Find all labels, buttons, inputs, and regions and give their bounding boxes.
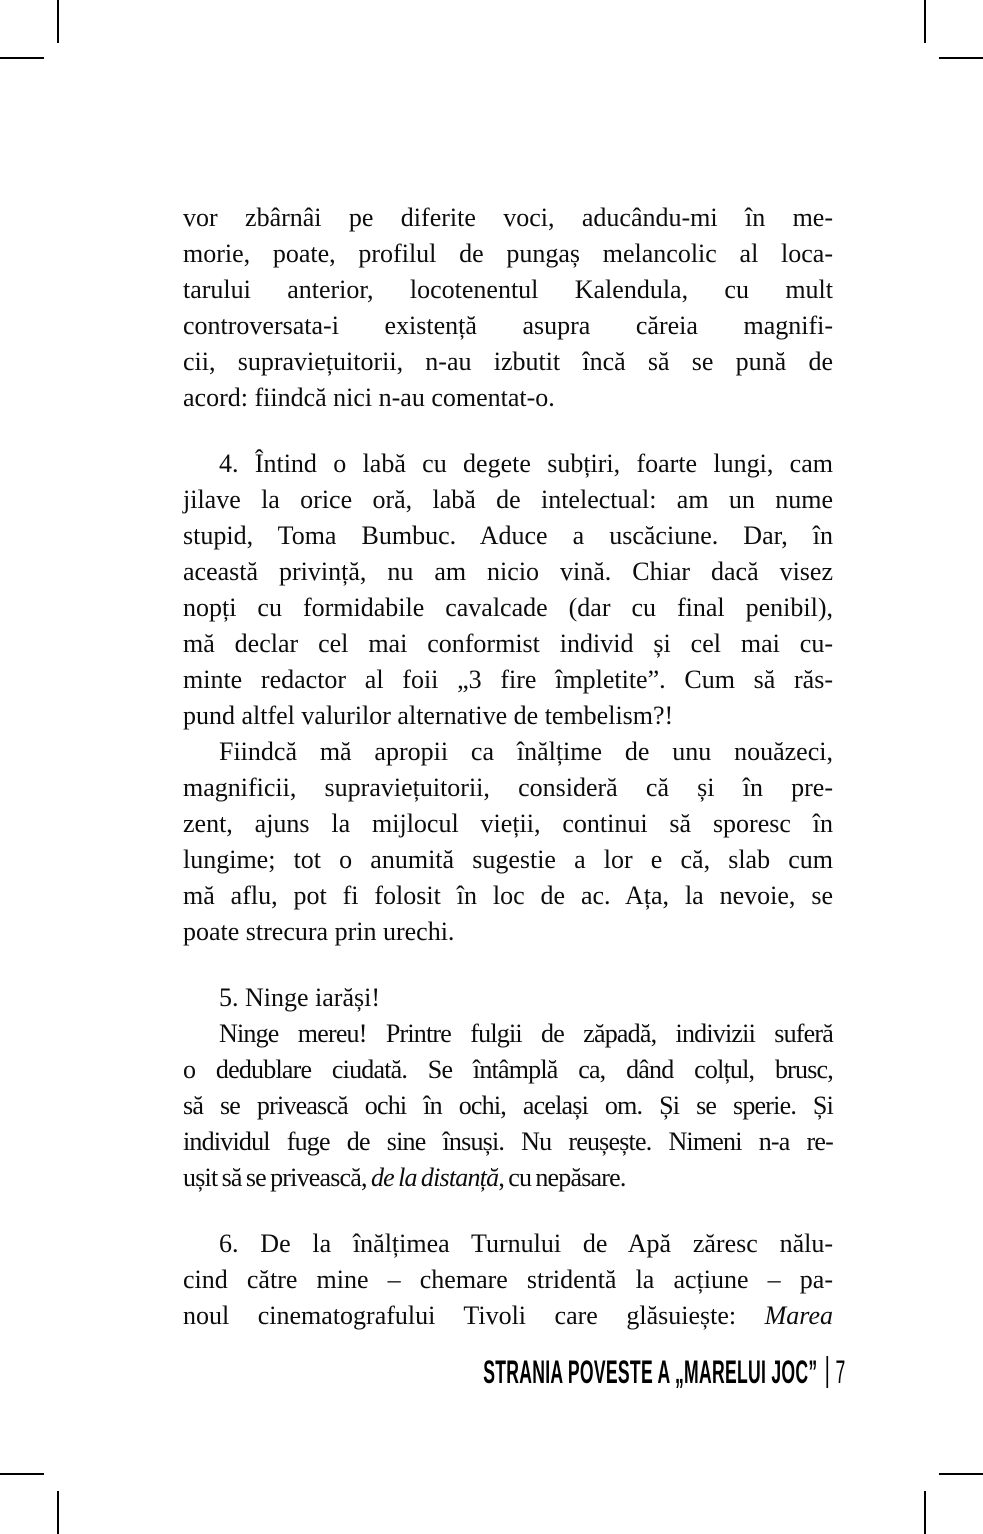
text-segment: minte redactor al foii „3 fire împletite”. Cum să răs- <box>183 665 833 694</box>
text-segment: această privință, nu am nicio vină. Chiar dacă visez <box>183 557 833 586</box>
page-number: 7 <box>835 1354 845 1390</box>
text-line <box>183 842 833 878</box>
text-line <box>183 1160 833 1196</box>
text-segment: , cu nepăsare. <box>498 1163 626 1192</box>
crop-mark-bottom-right-horizontal <box>939 1473 983 1475</box>
text-line <box>183 590 833 626</box>
text-line <box>183 344 833 380</box>
crop-mark-bottom-left-vertical <box>57 1491 59 1534</box>
paragraph <box>183 980 833 1016</box>
running-footer <box>483 1356 845 1388</box>
text-segment: lungime; tot o anumită sugestie a lor e că, slab cum <box>183 845 833 874</box>
crop-mark-top-left-horizontal <box>0 57 44 59</box>
italic-text-segment: de la distanță <box>370 1163 499 1192</box>
text-line <box>183 380 833 416</box>
text-segment: nopți cu formidabile cavalcade (dar cu final penibil), <box>183 593 833 622</box>
text-line <box>183 554 833 590</box>
text-line <box>183 626 833 662</box>
text-segment: zent, ajuns la mijlocul vieții, continui să sporesc în <box>183 809 833 838</box>
paragraph <box>183 1226 833 1334</box>
text-segment: 4. Întind o labă cu degete subțiri, foarte lungi, cam <box>219 449 833 478</box>
text-line <box>183 770 833 806</box>
italic-text-segment: Marea <box>764 1301 833 1330</box>
text-segment: mă aflu, pot fi folosit în loc de ac. Ața, la nevoie, se <box>183 881 833 910</box>
text-segment: magnificii, supraviețuitorii, consideră că și în pre- <box>183 773 833 802</box>
text-line <box>183 878 833 914</box>
text-segment: Fiindcă mă apropii ca înălțime de unu nouăzeci, <box>219 737 833 766</box>
paragraph <box>183 446 833 734</box>
text-segment: cind către mine – chemare stridentă la acțiune – pa- <box>183 1265 833 1294</box>
text-segment: individul fuge de sine însuși. Nu reușește. Nimeni n-a re- <box>183 1127 833 1156</box>
text-segment: controversata-i existență asupra căreia magnifi- <box>183 311 833 340</box>
text-segment: poate strecura prin urechi. <box>183 917 455 946</box>
text-line <box>183 482 833 518</box>
text-segment: acord: fiindcă nici n-au comentat-o. <box>183 383 555 412</box>
text-line <box>183 980 833 1016</box>
text-segment: pund altfel valurilor alternative de tembelism?! <box>183 701 674 730</box>
crop-mark-top-right-horizontal <box>939 57 983 59</box>
text-segment: jilave la orice oră, labă de intelectual: am un nume <box>183 485 833 514</box>
text-segment: cii, supraviețuitorii, n-au izbutit încă să se pună de <box>183 347 833 376</box>
crop-mark-bottom-right-vertical <box>924 1491 926 1534</box>
text-line <box>183 200 833 236</box>
text-segment: tarului anterior, locotenentul Kalendula, cu mult <box>183 275 833 304</box>
crop-mark-top-left-vertical <box>57 0 59 43</box>
paragraph <box>183 200 833 416</box>
paragraph <box>183 734 833 950</box>
text-line <box>183 1052 833 1088</box>
text-segment: o dedublare ciudată. Se întâmplă ca, dând colțul, brusc, <box>183 1055 833 1084</box>
text-line <box>183 1226 833 1262</box>
text-line <box>183 1298 833 1334</box>
text-line <box>183 662 833 698</box>
text-segment: stupid, Toma Bumbuc. Aduce a uscăciune. Dar, în <box>183 521 833 550</box>
text-segment: vor zbârnâi pe diferite voci, aducându-mi în me- <box>183 203 833 232</box>
text-line <box>183 914 833 950</box>
text-line <box>183 1262 833 1298</box>
text-segment: 6. De la înălțimea Turnului de Apă zăresc nălu- <box>219 1229 833 1258</box>
text-segment: Ninge mereu! Printre fulgii de zăpadă, indivizii suferă <box>219 1019 833 1048</box>
text-line <box>183 698 833 734</box>
text-segment: să se privească ochi în ochi, același om. Și se sperie. Și <box>183 1091 833 1120</box>
text-segment: 5. Ninge iarăși! <box>219 983 381 1012</box>
footer-separator <box>826 1356 828 1388</box>
text-segment: ușit să se privească, <box>183 1163 371 1192</box>
text-line <box>183 518 833 554</box>
text-line <box>183 1088 833 1124</box>
crop-mark-top-right-vertical <box>924 0 926 43</box>
text-line <box>183 1016 833 1052</box>
text-line <box>183 308 833 344</box>
text-line <box>183 272 833 308</box>
crop-mark-bottom-left-horizontal <box>0 1473 44 1475</box>
text-segment: mă declar cel mai conformist individ și cel mai cu- <box>183 629 833 658</box>
text-line <box>183 236 833 272</box>
text-line <box>183 446 833 482</box>
text-line <box>183 734 833 770</box>
text-line <box>183 806 833 842</box>
text-segment: morie, poate, profilul de pungaș melancolic al loca- <box>183 239 833 268</box>
text-segment: noul cinematografului Tivoli care glăsuiește: <box>183 1301 765 1330</box>
page-text <box>183 200 833 1334</box>
paragraph <box>183 1016 833 1196</box>
text-line <box>183 1124 833 1160</box>
running-title: STRANIA POVESTE A „MARELUI JOC” <box>482 1354 818 1390</box>
